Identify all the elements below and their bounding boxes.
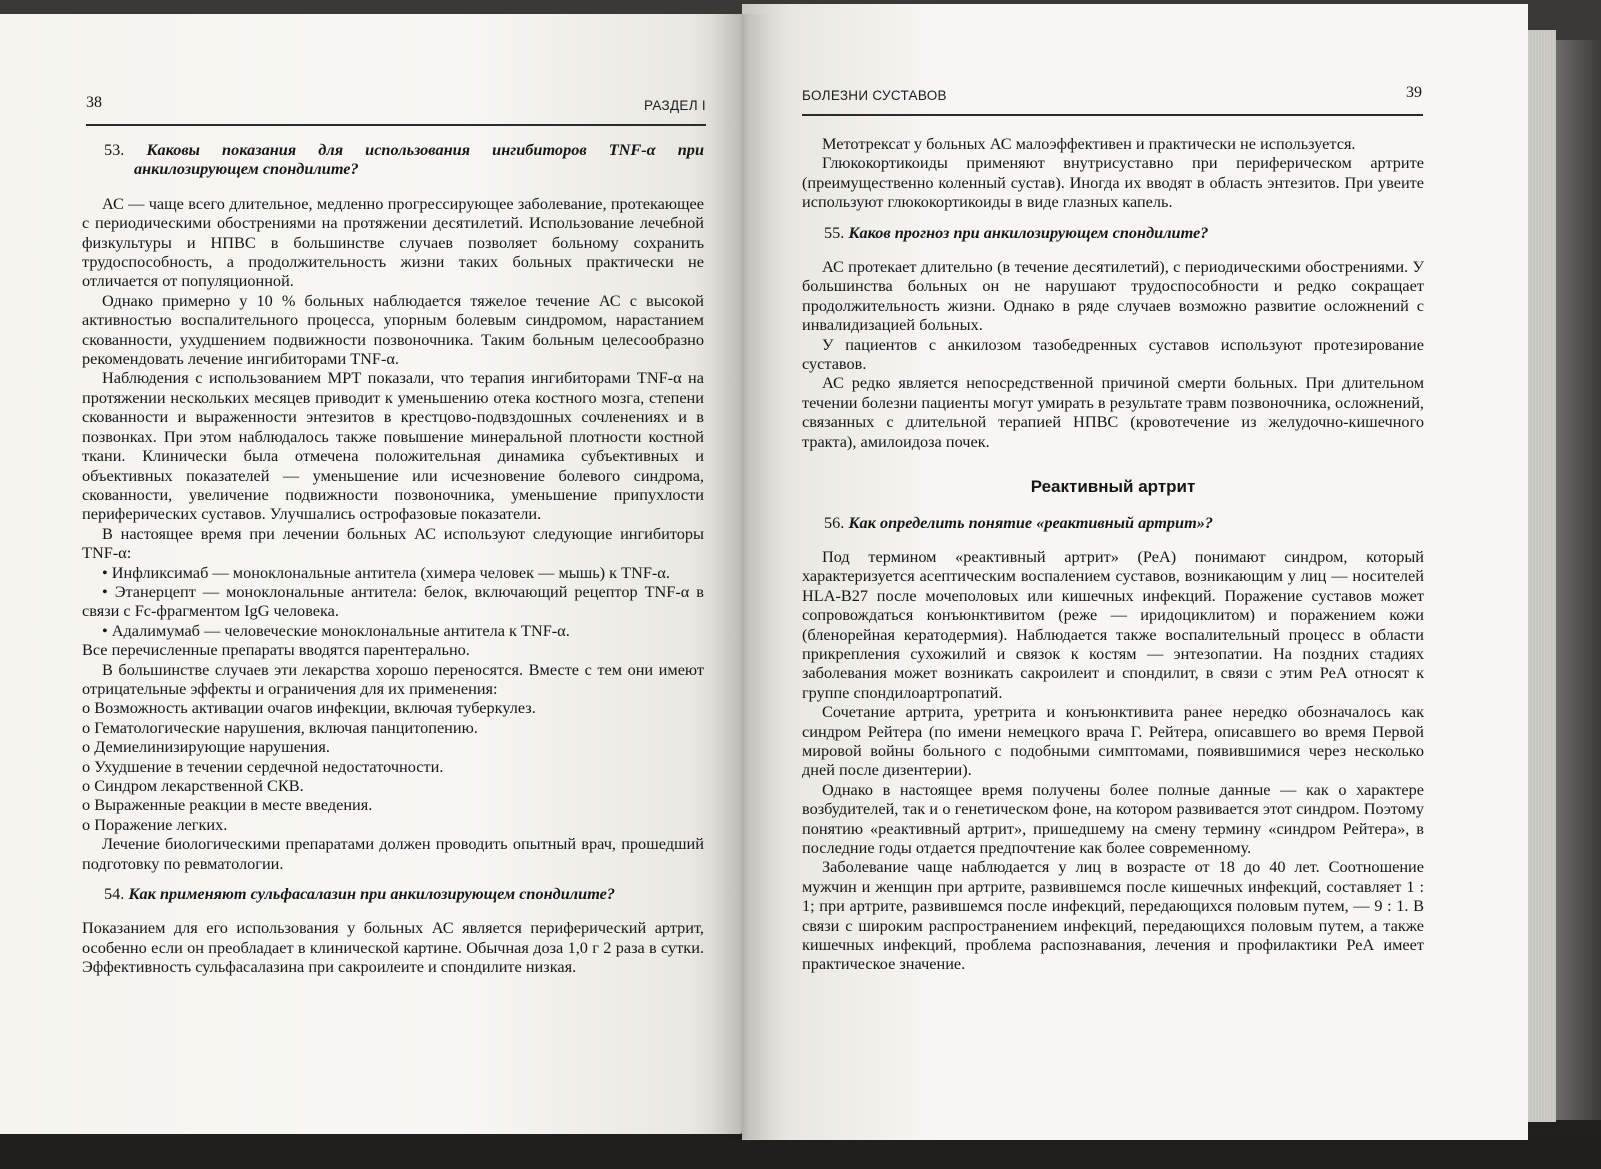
list-item: о Демиелинизирующие нарушения. [82,737,330,757]
list-item: • Этанерцепт — моноклональные антитела: белок, включающий рецептор TNF-α в связи с Fc-фрагментом IgG человека. [82,581,704,621]
spacer [802,212,1424,223]
list-item: о Синдром лекарственной СКВ. [82,776,304,795]
question-56 [802,513,1424,532]
left-page-number: 38 [86,94,102,111]
paragraph: Сочетание артрита, уретрита и конъюнктивита ранее нередко обозначалось как синдром Рейтера (по имени немецкого врача Г. Рейтера, описавшего во время Первой мировой войны больного с подобными симптомами, появившимися через несколько дней после дизентерии). [802,702,1424,780]
question-54-title: Как применяют сульфасалазин при анкилозирующем спондилите? [128,884,616,904]
list-item: о Ухудшение в течении сердечной недостаточности. [82,756,444,776]
question-56-title: Как определить понятие «реактивный артрит»? [848,512,1214,532]
question-53 [82,140,704,179]
paragraph: Глюкокортикоиды применяют внутрисуставно при периферическом артрите (преимущественно коленный сустав). Иногда их вводят в область энтезитов. При увеите используют глюкокортикоиды в виде глазных капель. [802,153,1424,212]
paragraph: В большинстве случаев эти лекарства хорошо переносятся. Вместе с тем они имеют отрицательные эффекты и ограничения для их применения: [82,659,704,698]
side-effects-list [82,698,704,834]
paragraph: Однако примерно у 10 % больных наблюдается тяжелое течение АС с высокой активностью воспалительного процесса, упорным болевым синдромом, нарастанием скованности, ухудшением подвижности позвоночника. Таким больным целесообразно рекомендовать лечение ингибиторами TNF-α. [82,290,704,369]
book-cover-edge [1556,40,1601,1120]
paragraph: Наблюдения с использованием МРТ показали, что терапия ингибиторами TNF-α на протяжении нескольких месяцев приводит к уменьшению отека костного мозга, степени скованности и выраженности энтезитов в крестцово-подвздошных сочленениях и в позвонках. При этом наблюдалось также повышение минеральной плотности костной ткани. Клинически была отмечена положительная динамика субъективных и объективных показателей — уменьшение или исчезновение болевого синдрома, скованности, увеличение подвижности позвоночника, уменьшение припухлости периферических суставов. Улучшались острофазовые показатели. [82,368,704,524]
right-body-text [802,134,1424,974]
left-running-head [86,94,706,118]
list-item: о Гематологические нарушения, включая панцитопению. [82,717,478,737]
paragraph: Показанием для его использования у больных АС является периферический артрит, особенно если он преобладает в клинической картине. Обычная доза 1,0 г 2 раза в сутки. Эффективность сульфасалазина при сакроилеите и спондилите низкая. [82,918,704,977]
question-54 [82,884,704,903]
paragraph: Заболевание чаще наблюдается у лиц в возрасте от 18 до 40 лет. Соотношение мужчин и женщин при артрите, развившемся после кишечных инфекций, составляет 1 : 1; при артрите, развившемся после инфекций, передающихся половым путем, — 9 : 1. В связи с широким распространением инфекций, передающихся половым путем, а также кишечных инфекций, проблема распознавания, лечения и профилактики РеА имеет практическое значение. [802,857,1424,974]
spacer [82,873,704,884]
list-item: • Адалимумаб — человеческие моноклональные антитела к TNF-α. [102,620,570,640]
question-54-number: 54. [104,884,125,904]
paragraph: Лечение биологическими препаратами должен проводить опытный врач, прошедший подготовку по ревматологии. [82,834,704,873]
paragraph: Метотрексат у больных АС малоэффективен и практически не используется. [822,134,1356,153]
right-header-rule [802,114,1423,116]
paragraph: В настоящее время при лечении больных АС используют следующие ингибиторы TNF-α: [82,523,704,563]
paragraph: АС — чаще всего длительное, медленно прогрессирующее заболевание, протекающее с периодическими обострениями на протяжении десятилетий. Использование лечебной физкультуры и НПВС в большинстве случаев позволяет больному сохранить трудоспособность, а продолжительность жизни таких больных практически не отличается от популяционной. [82,193,704,291]
right-section-label: БОЛЕЗНИ СУСТАВОВ [802,88,947,103]
question-56-number: 56. [824,512,845,532]
question-55 [802,223,1424,242]
right-page [742,4,1528,1140]
list-item: • Инфликсимаб — моноклональные антитела (химера человек — мышь) к TNF-α. [102,562,670,582]
left-page [0,14,742,1134]
inhibitor-list [82,563,704,641]
paragraph: АС редко является непосредственной причиной смерти больных. При длительном течении болезни пациенты могут умирать в результате травм позвоночника, осложнений, связанных с длительной терапией НПВС (кровотечение из желудочно-кишечного тракта), амилоидоза почек. [802,373,1424,451]
list-item: о Выраженные реакции в месте введения. [82,795,373,815]
paragraph: Однако в настоящее время получены более полные данные — как о характере возбудителей, так и о генетическом фоне, на котором развивается этот синдром. Поэтому понятию «реактивный артрит», пришедшему на смену термину «синдром Рейтера», в последние годы отдается предпочтение как более современному. [802,779,1424,857]
left-body-text [82,140,704,977]
list-item: о Поражение легких. [82,814,228,834]
right-running-head [802,84,1422,108]
paragraph: АС протекает длительно (в течение десятилетий), с периодическими обострениями. У большинства больных он не нарушают трудоспособности и редко сокращает продолжительность жизни. Однако в ряде случаев возможно развитие осложнений с инвалидизацией больных. [802,257,1424,335]
right-page-number: 39 [1406,84,1422,101]
left-header-rule [86,124,706,126]
paragraph: Все перечисленные препараты вводятся парентерально. [82,640,470,660]
left-section-label: РАЗДЕЛ I [643,98,706,113]
question-55-number: 55. [824,222,845,242]
list-item: о Возможность активации очагов инфекции, включая туберкулез. [82,698,536,718]
question-53-number: 53. [104,140,125,159]
paragraph: У пациентов с анкилозом тазобедренных суставов используют протезирование суставов. [802,334,1424,374]
question-53-title: Каковы показания для использования ингибиторов TNF-α при анкилозирующем спондилите? [134,140,705,179]
section-heading: Реактивный артрит [1030,477,1196,497]
paragraph: Под термином «реактивный артрит» (РеА) понимают синдром, который характеризуется асептическим воспалением суставов, возникающим у лиц — носителей HLA-B27 после мочеполовых или кишечных инфекций. Поражение суставов может сопровождаться конъюнктивитом (реже — иридоциклитом) и поражением кожи (бленорейная кератодермия). Наблюдается также воспалительный процесс в области прикрепления сухожилий и связок к костям — энтезопатии. На поздних стадиях заболевания может возникать сакроилеит и спондилит, в связи с этим РеА относят к группе спондилоартропатий. [802,546,1424,702]
question-55-title: Каков прогноз при анкилозирующем спондилите? [848,222,1209,242]
